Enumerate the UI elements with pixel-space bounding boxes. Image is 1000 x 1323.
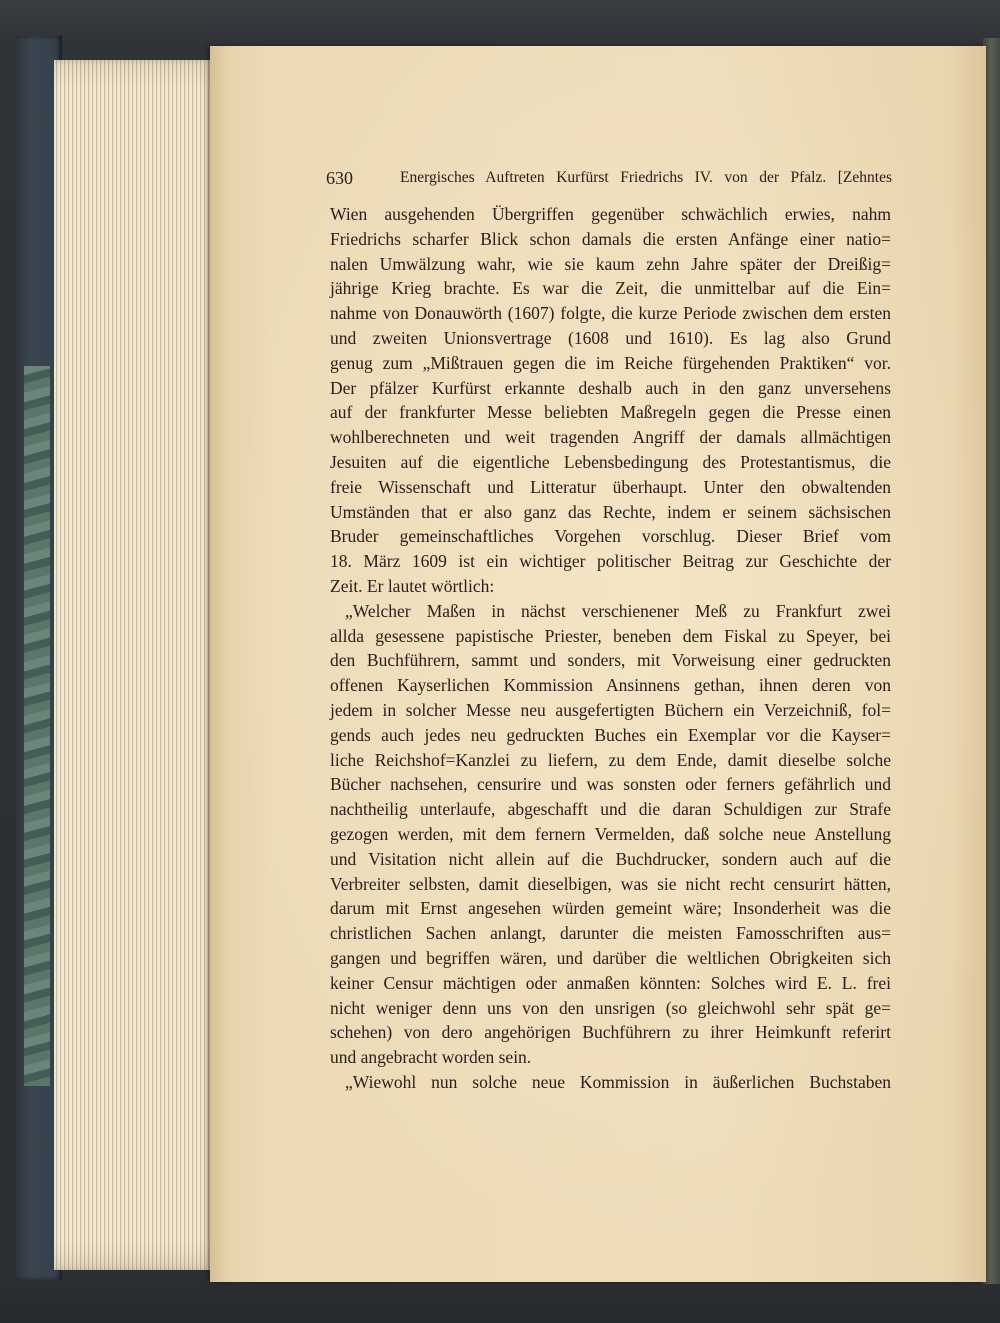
text-line: liche Reichshof=Kanzlei zu liefern, zu dem Ende, damit dieselbe solche <box>330 749 891 770</box>
text-line: Wien ausgehenden Übergriffen gegenüber schwächlich erwies, nahm <box>330 204 891 224</box>
text-line: Zeit. Er lautet wörtlich: <box>330 575 495 596</box>
page-edges <box>54 60 214 1270</box>
text-line: keiner Censur mächtigen oder anmaßen könnten: Solches wird E. L. frei <box>330 972 891 993</box>
text-line: „Wiewohl nun solche neue Kommission in äußerlichen Buchstaben <box>345 1071 891 1092</box>
text-line: auf der frankfurter Messe beliebten Maßregeln gegen die Presse einen <box>330 402 891 423</box>
text-line: jedem in solcher Messe neu ausgefertigten Büchern ein Verzeichniß, fol= <box>330 699 891 720</box>
book-page <box>210 46 986 1282</box>
text-line: schehen) von dero angehörigen Buchführern zu ihrer Heimkunft referirt <box>330 1022 891 1043</box>
text-line: genug zum „Mißtrauen gegen die im Reiche fürgehenden Praktiken“ vor. <box>330 352 891 373</box>
text-line: Bücher nachsehen, censurire und was sonsten oder ferners gefährlich und <box>330 774 891 795</box>
text-line: nicht weniger denn uns von den unsrigen (so gleichwohl sehr spät ge= <box>330 997 891 1018</box>
text-line: Jesuiten auf die eigentliche Lebensbedingung des Protestantismus, die <box>330 451 891 472</box>
text-line: wohlberechneten und weit tragenden Angriff der damals allmächtigen <box>330 427 891 448</box>
running-head: Energisches Auftreten Kurfürst Friedrichs IV. von der Pfalz. [Zehntes <box>400 169 892 186</box>
text-line: „Welcher Maßen in nächst verschienener Meß zu Frankfurt zwei <box>345 600 891 621</box>
text-line: offenen Kayserlichen Kommission Ansinnens gethan, ihnen deren von <box>330 675 891 696</box>
text-line: allda gesessene papistische Priester, beneben dem Fiskal zu Speyer, bei <box>330 625 891 646</box>
text-line: 18. März 1609 ist ein wichtiger politischer Beitrag zur Geschichte der <box>330 551 891 572</box>
text-line: nachtheilig unterlaufe, abgeschafft und die daran Schuldigen zur Strafe <box>330 799 891 820</box>
text-line: gangen und begriffen wären, und darüber die weltlichen Obrigkeiten sich <box>330 947 891 968</box>
text-line: jährige Krieg brachte. Es war die Zeit, die unmittelbar auf die Ein= <box>330 278 891 299</box>
text-line: nahme von Donauwörth (1607) folgte, die kurze Periode zwischen dem ersten <box>330 303 891 324</box>
text-line: den Buchführern, sammt und sonders, mit Vorweisung einer gedruckten <box>330 650 891 671</box>
marbled-cover-pattern <box>24 366 50 1086</box>
text-line: und angebracht worden sein. <box>330 1047 532 1068</box>
text-line: Bruder gemeinschaftliches Vorgehen vorschlug. Dieser Brief vom <box>330 526 891 547</box>
quote-paragraph <box>330 1070 891 1095</box>
text-line: gezogen werden, mit dem fernern Vermelden, daß solche neue Anstellung <box>330 823 891 844</box>
text-line: Verbreiter selbsten, damit dieselbigen, was sie nicht recht censurirt hätten, <box>330 873 891 894</box>
text-line: Friedrichs scharfer Blick schon damals die ersten Anfänge einer natio= <box>330 228 891 249</box>
text-line: und zweiten Unionsvertrage (1608 und 1610). Es lag also Grund <box>330 327 891 348</box>
text-line: nalen Umwälzung wahr, wie sie kaum zehn Jahre später der Dreißig= <box>330 253 891 274</box>
text-line: und Visitation nicht allein auf die Buchdrucker, sondern auch auf die <box>330 848 891 869</box>
paragraph <box>330 202 891 599</box>
quote-paragraph <box>330 599 891 1070</box>
text-line: freie Wissenschaft und Litteratur überhaupt. Unter den obwaltenden <box>330 476 891 497</box>
text-line: christlichen Sachen anlangt, darunter die meisten Famosschriften aus= <box>330 923 891 944</box>
text-line: darum mit Ernst angesehen würden gemeint wäre; Insonderheit was die <box>330 898 891 919</box>
text-line: gends auch jedes neu gedruckten Buches ein Exemplar vor die Kayser= <box>330 724 891 745</box>
text-line: Umständen that er also ganz das Rechte, indem er seinem sächsischen <box>330 501 891 522</box>
body-text <box>330 202 891 1095</box>
text-line: Der pfälzer Kurfürst erkannte deshalb auch in den ganz unversehens <box>330 377 891 398</box>
page-number: 630 <box>326 168 353 188</box>
